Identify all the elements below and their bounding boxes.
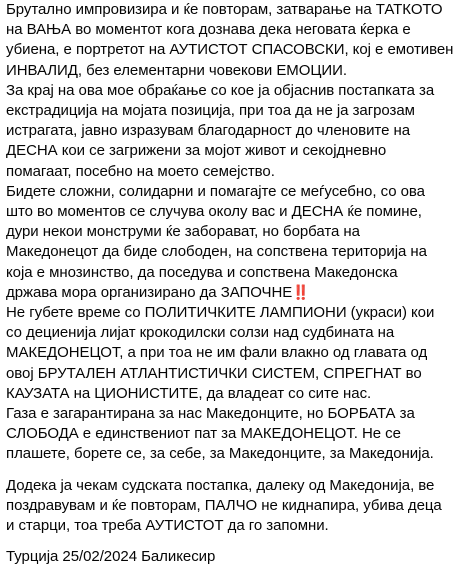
text-line: помагаат, посебно на моето семејство. bbox=[6, 162, 275, 180]
text-line: За крај на ова мое обраќање со кое ја објаснив постапката за bbox=[6, 81, 435, 99]
text-line: истрагата, јавно изразувам благодарност до членовите на bbox=[6, 122, 411, 140]
text-line: СЛОБОДА е единствениот пат за МАКЕДОНЕЦОТ. Не се bbox=[6, 425, 401, 443]
text-line: овој БРУТАЛЕН АТЛАНТИСТИЧКИ СИСТЕМ, СПРЕГНАТ во bbox=[6, 364, 422, 382]
paragraph-gap bbox=[6, 465, 468, 476]
post-paragraph-main bbox=[6, 0, 468, 465]
text-line: Брутално импровизира и ќе повторам, затварање на ТАТКОТО bbox=[6, 1, 443, 18]
text-line: со дециенија лијат крокодилски солзи над судбината на bbox=[6, 324, 395, 342]
text-line: ДЕСНА кои се загрижени за мојот живот и секојдневно bbox=[6, 142, 387, 160]
double-exclamation-icon: ‼️ bbox=[292, 284, 308, 301]
text-line: држава мора организирано да ЗАПОЧНЕ bbox=[6, 283, 293, 301]
text-line: Додека ја чекам судската постапка, далеку од Македонија, ве bbox=[6, 476, 435, 494]
text-line: екстрадиција на мојата позиција, при тоа да не ја загрозам bbox=[6, 102, 415, 120]
text-line: на ВАЊА во моментот кога дознава дека неговата ќерка е bbox=[6, 21, 411, 39]
text-line: Македонецот да биде слободен, на сопствена територија на bbox=[6, 243, 427, 261]
text-line: плашете, борете се, за себе, за Македонците, за Македонија. bbox=[6, 445, 434, 463]
text-line: Газа е загарантирана за нас Македонците, но БОРБАТА за bbox=[6, 405, 415, 423]
paragraph-gap bbox=[6, 536, 468, 547]
text-line-with-emoji bbox=[6, 283, 468, 303]
post-signature: Турција 25/02/2024 Баликесир bbox=[6, 548, 216, 566]
text-line: дури некои монструми ќе заборават, но борбата на bbox=[6, 223, 360, 241]
text-line: и старци, тоа треба АУТИСТОТ да го запомни. bbox=[6, 517, 329, 535]
text-line: КАУЗАТА на ЦИОНИСТИТЕ, да владеат со сите нас. bbox=[6, 384, 372, 402]
text-line: поздравувам и ќе повторам, ПАЛЧО не киднапира, убива деца bbox=[6, 496, 442, 514]
text-line: Бидете сложни, солидарни и помагајте се меѓусебно, со ова bbox=[6, 182, 425, 200]
post-paragraph-closing bbox=[6, 476, 468, 537]
text-line: МАКЕДОНЕЦОТ, а при тоа не им фали влакно од главата од bbox=[6, 344, 428, 362]
text-line: која е мнозинство, да поседува и сопствена Македонска bbox=[6, 263, 398, 281]
text-line: што во моментов се случува околу вас и ДЕСНА ќе помине, bbox=[6, 203, 422, 221]
text-line: Не губете време со ПОЛИТИЧКИТЕ ЛАМПИОНИ (украси) кои bbox=[6, 304, 435, 322]
post-body bbox=[6, 0, 468, 567]
text-line: убиена, е портретот на АУТИСТОТ СПАСОВСКИ, кој е емотивен bbox=[6, 41, 454, 59]
text-line: ИНВАЛИД, без елементарни човекови ЕМОЦИИ. bbox=[6, 61, 347, 79]
